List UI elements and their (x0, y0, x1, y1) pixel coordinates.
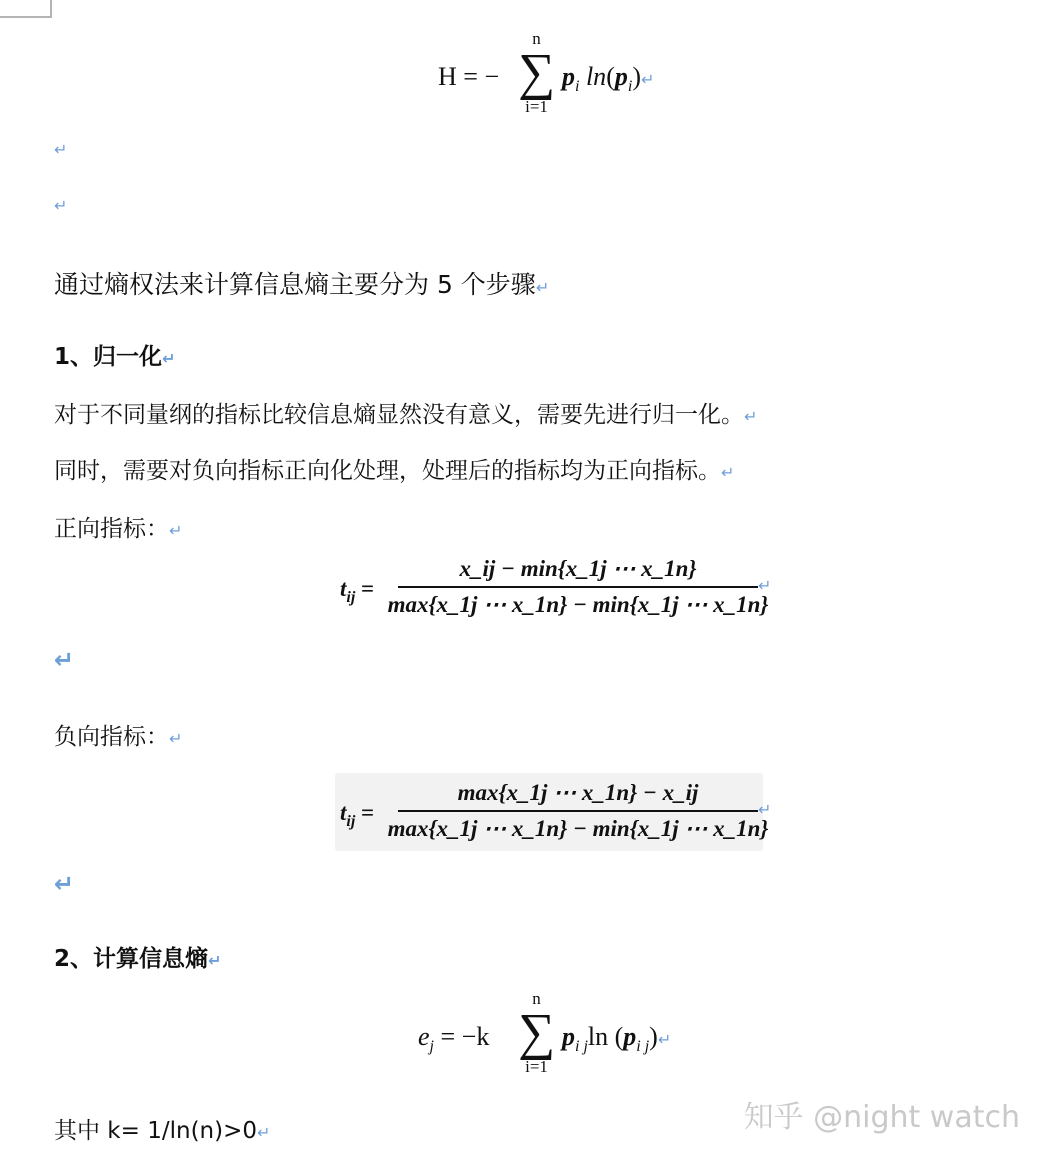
paragraph-mark: ↵ (208, 951, 222, 970)
paragraph-mark: ↵ (169, 729, 183, 748)
term-ln: ln ( (587, 1022, 624, 1051)
equals-sign: = (361, 576, 375, 601)
fraction-numerator: x_ij − min{x_1j ⋯ x_1n} (459, 556, 697, 581)
section1-heading-text: 1、归一化 (54, 344, 163, 370)
lhs-t: t (340, 800, 347, 825)
term-p: p (562, 62, 575, 91)
sigma-glyph: ∑ (518, 44, 556, 101)
fraction-bar (398, 586, 758, 588)
negative-indicator-label (54, 722, 182, 754)
lhs-sub: ij (346, 813, 356, 830)
paragraph-mark: ↵ (758, 576, 772, 595)
page-corner-marker (0, 0, 52, 18)
fraction-denominator: max{x_1j ⋯ x_1n} − min{x_1j ⋯ x_1n} (387, 816, 769, 841)
minus-k: = −k (440, 1022, 490, 1051)
term-close: ) (649, 1022, 658, 1051)
formula-positive-fraction (387, 554, 769, 620)
formula-negative-fraction (387, 778, 769, 844)
sum-upper-limit: n (532, 989, 541, 1008)
paragraph-mark: ↵ (162, 349, 176, 368)
paragraph-mark: ↵ (257, 1123, 271, 1142)
lhs-sub: j (429, 1038, 434, 1055)
lhs-t: t (340, 576, 347, 601)
formula-ej-lhs (418, 1022, 489, 1056)
term-p-sub: i (575, 78, 580, 95)
normalize-line-1-text: 对于不同量纲的指标比较信息熵显然没有意义，需要先进行归一化。 (54, 402, 744, 428)
sum-lower-limit: i=1 (525, 1057, 548, 1076)
formula-entropy (438, 62, 499, 92)
intro-text: 通过熵权法来计算信息熵主要分为 5 个步骤 (54, 270, 536, 299)
normalize-line-1 (54, 400, 757, 432)
section2-heading-text: 2、计算信息熵 (54, 946, 209, 972)
paragraph-mark: ↵ (54, 870, 75, 898)
term-p2: p (614, 62, 628, 91)
positive-label-text: 正向指标： (54, 516, 169, 542)
term-open: ( (606, 62, 615, 91)
intro-paragraph (54, 270, 549, 303)
fraction-bar (398, 810, 758, 812)
paragraph-mark: ↵ (535, 278, 550, 297)
fraction-numerator: max{x_1j ⋯ x_1n} − x_ij (457, 780, 699, 805)
paragraph-mark: ↵ (744, 407, 758, 426)
term-close: ) (632, 62, 641, 91)
paragraph-mark: ↵ (721, 463, 735, 482)
term-p2-sub: i j (636, 1038, 650, 1055)
formula-negative-lhs (340, 800, 374, 831)
paragraph-mark: ↵ (758, 800, 772, 819)
term-p-sub: i j (575, 1038, 588, 1055)
paragraph-mark: ↵ (640, 70, 655, 89)
term-p2: p (623, 1022, 637, 1051)
formula-positive-lhs (340, 576, 374, 607)
positive-indicator-label (54, 514, 182, 546)
k-definition-text: 其中 k= 1/ln(n)>0 (54, 1118, 257, 1144)
section-heading-normalize (54, 342, 175, 374)
term-ln: ln (585, 62, 607, 91)
paragraph-mark: ↵ (657, 1030, 672, 1049)
paragraph-mark: ↵ (54, 646, 75, 674)
term-p2-sub: i (627, 78, 633, 95)
paragraph-mark: ↵ (54, 140, 68, 159)
formula-entropy-term (562, 62, 654, 96)
section-heading-entropy (54, 944, 221, 976)
equals-sign: = (361, 800, 375, 825)
sigma-glyph: ∑ (518, 1004, 556, 1061)
k-definition (54, 1116, 270, 1148)
negative-label-text: 负向指标： (54, 724, 169, 750)
ej-sum-symbol (518, 990, 555, 1076)
entropy-sum-symbol (518, 30, 555, 116)
lhs-e: e (418, 1022, 430, 1051)
formula-entropy-lhs: H = − (438, 62, 500, 91)
lhs-sub: ij (346, 589, 356, 606)
sum-lower-limit: i=1 (525, 97, 548, 116)
normalize-line-2-text: 同时，需要对负向指标正向化处理，处理后的指标均为正向指标。 (54, 458, 721, 484)
normalize-line-2 (54, 456, 734, 488)
fraction-denominator: max{x_1j ⋯ x_1n} − min{x_1j ⋯ x_1n} (387, 592, 769, 617)
paragraph-mark: ↵ (169, 521, 183, 540)
term-p: p (562, 1022, 575, 1051)
sum-upper-limit: n (532, 29, 541, 48)
zhihu-watermark: 知乎 @night watch (743, 1100, 1020, 1135)
paragraph-mark: ↵ (54, 196, 68, 215)
formula-ej-term (562, 1022, 671, 1056)
